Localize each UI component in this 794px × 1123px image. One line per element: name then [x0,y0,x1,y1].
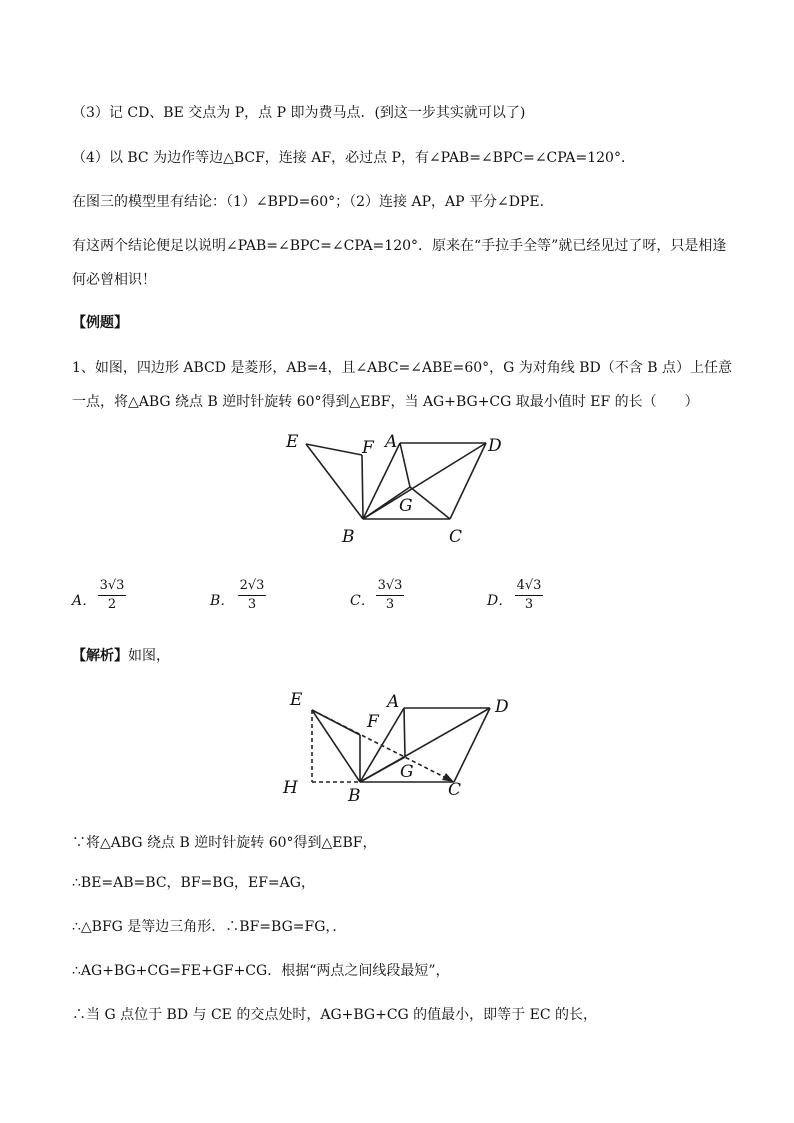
text-line-4: （4）以 BC 为边作等边△BCF，连接 AF，必过点 P，有∠PAB=∠BPC=∠CPA=120°． [72,150,635,166]
option-b-fraction [234,578,270,613]
solution-step-5: ∴当 G 点位于 BD 与 CE 的交点处时，AG+BG+CG 的值最小，即等于 EC 的长， [72,1007,597,1023]
remark-paragraph: 有这两个结论便足以说明∠PAB=∠BPC=∠CPA=120°．原来在“手拉手全等”就已经见过了呀，只是相逢何必曾相识！ [72,238,727,288]
solution-step-4: ∴AG+BG+CG=FE+GF+CG．根据“两点之间线段最短”， [72,963,450,979]
figure-2 [280,688,520,808]
solution-step-2: ∴BE=AB=BC，BF=BG，EF=AG， [72,875,315,891]
label-C: C [448,780,462,800]
option-a-letter: A． [72,593,97,609]
conclusion-line: 在图三的模型里有结论：（1）∠BPD=60°；（2）连接 AP，AP 平分∠DPE． [72,194,554,210]
analysis-intro: 如图， [128,648,170,664]
label-B: B [348,786,361,806]
analysis-line [72,646,170,666]
solution-step-1: ∵将△ABG 绕点 B 逆时针旋转 60°得到△EBF， [72,835,377,851]
option-c-numerator: 3√3 [377,578,403,593]
label-G: G [400,762,414,782]
question-1: 1、如图，四边形 ABCD 是菱形，AB=4，且∠ABC=∠ABE=60°，G 为对角线 BD（不含 B 点）上任意一点，将△ABG 绕点 B 逆时针旋转 60°得到△EBF，当 AG+BG+CG 取最小值时 EF 的长（ ） [72,360,732,410]
text-line-3: （3）记 CD、BE 交点为 P，点 P 即为费马点．(到这一步其实就可以了) [72,105,526,121]
option-d-denominator: 3 [524,597,534,612]
option-b-letter: B． [210,593,235,609]
option-a-denominator: 2 [107,597,117,612]
option-b[interactable] [210,578,330,618]
solution-step-3: ∴△BFG 是等边三角形．∴BF=BG=FG，． [72,919,347,935]
option-d-numerator: 4√3 [516,578,542,593]
option-d-fraction [511,578,547,613]
figure-1 [280,425,520,555]
label-F: F [362,438,374,458]
option-c-denominator: 3 [385,597,395,612]
option-b-denominator: 3 [247,597,257,612]
label-D: D [495,697,509,717]
label-C: C [449,527,463,547]
label-B: B [342,527,355,547]
option-c[interactable] [350,578,470,618]
option-a-fraction [94,578,130,613]
option-c-fraction [372,578,408,613]
label-E: E [290,690,303,710]
label-H: H [283,778,298,798]
option-d[interactable] [487,578,607,618]
label-D: D [488,436,502,456]
label-E: E [286,432,299,452]
option-d-letter: D． [487,593,513,609]
label-A: A [387,692,400,712]
label-F: F [367,712,379,732]
option-a-numerator: 3√3 [99,578,125,593]
analysis-label: 【解析】 [72,648,128,664]
label-A: A [385,432,398,452]
option-a[interactable] [72,578,192,618]
option-b-numerator: 2√3 [239,578,265,593]
label-G: G [399,496,413,516]
option-c-letter: C． [350,593,375,609]
example-heading: 【例题】 [72,315,128,331]
